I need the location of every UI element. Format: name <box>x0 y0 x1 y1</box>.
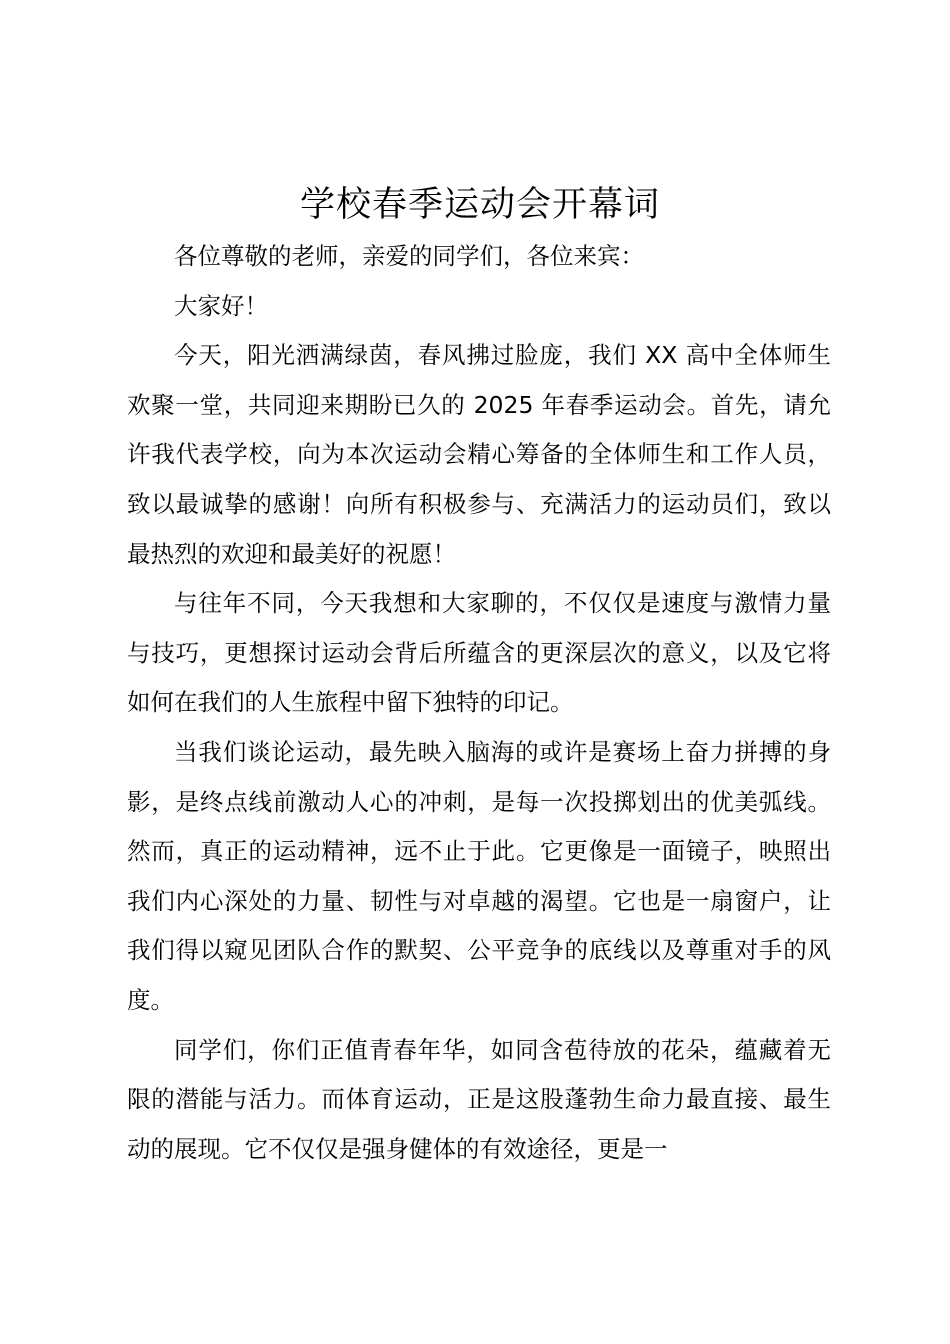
document-title: 学校春季运动会开幕词 <box>299 185 660 225</box>
document-page <box>127 178 831 1174</box>
paragraph-students: 同学们，你们正值青春年华，如同含苞待放的花朵，蕴藏着无限的潜能与活力。而体育运动，正是这股蓬勃生命力最直接、最生动的展现。它不仅仅是强身健体的有效途径，更是一 <box>127 1035 831 1163</box>
paragraph-opening: 今天，阳光洒满绿茵，春风拂过脸庞，我们 XX 高中全体师生欢聚一堂，共同迎来期盼已久的 2025 年春季运动会。首先，请允许我代表学校，向为本次运动会精心筹备的全体师生和工作人员，致以最诚挚的感谢！向所有积极参与、充满活力的运动员们，致以最热烈的欢迎和最美好的祝愿！ <box>127 341 831 568</box>
paragraph-sports-spirit: 当我们谈论运动，最先映入脑海的或许是赛场上奋力拼搏的身影，是终点线前激动人心的冲刺，是每一次投掷划出的优美弧线。然而，真正的运动精神，远不止于此。它更像是一面镜子，映照出我们内心深处的力量、韧性与对卓越的渴望。它也是一扇窗户，让我们得以窥见团队合作的默契、公平竞争的底线以及尊重对手的风度。 <box>127 737 831 1014</box>
paragraph-greeting: 大家好！ <box>174 291 268 320</box>
paragraph-theme: 与往年不同，今天我想和大家聊的，不仅仅是速度与激情力量与技巧，更想探讨运动会背后所蕴含的更深层次的意义，以及它将如何在我们的人生旅程中留下独特的印记。 <box>127 589 831 717</box>
paragraph-salutation: 各位尊敬的老师，亲爱的同学们，各位来宾： <box>174 242 644 270</box>
